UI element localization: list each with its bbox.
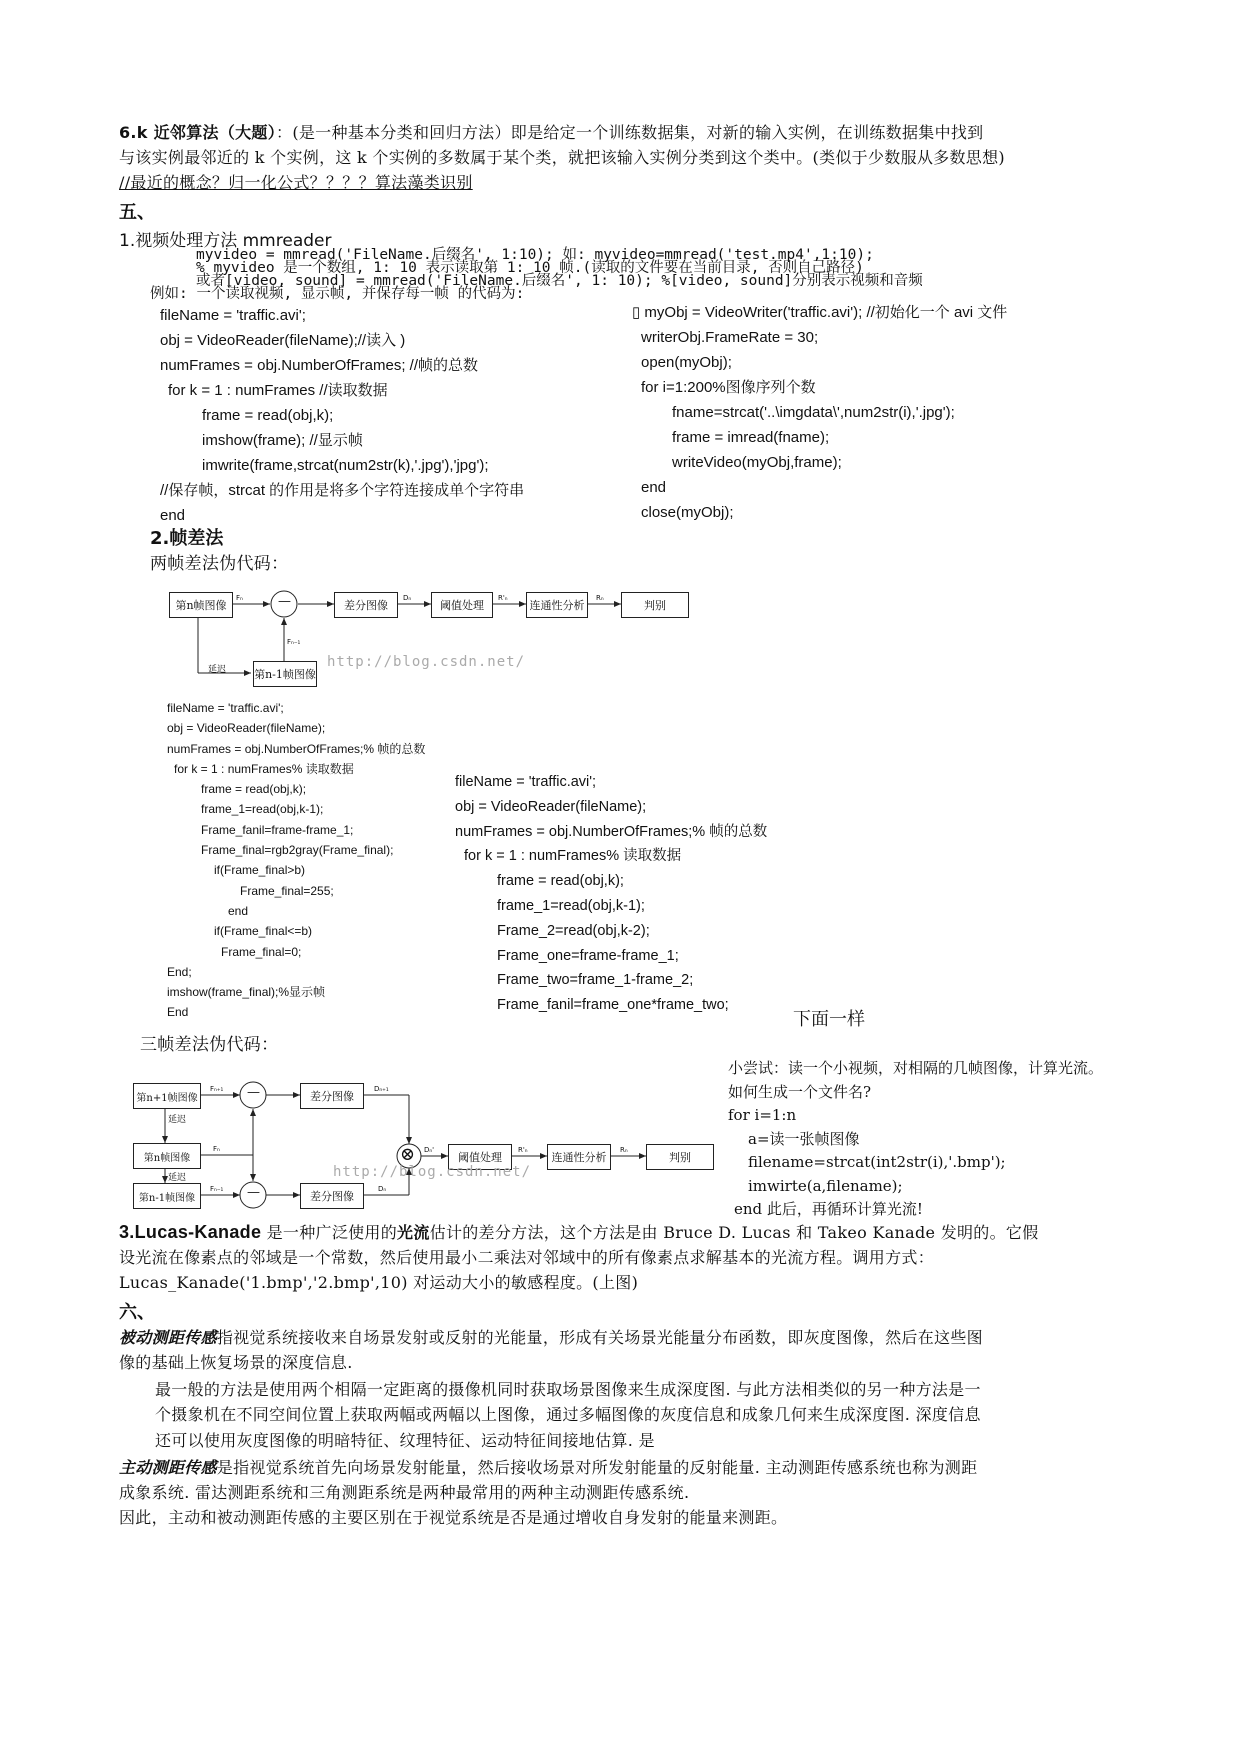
box-frame-n-1: 第n-1帧图像	[253, 661, 317, 687]
label-dn-prime: Dₙ'	[424, 1146, 435, 1154]
box-connectivity-2: 连通性分析	[547, 1144, 611, 1170]
box-diff-lower: 差分图像	[300, 1183, 364, 1209]
label-rn-prime-2: R'ₙ	[518, 1146, 528, 1154]
mmread-line-2: % myvideo 是一个数组, 1: 10 表示读取第 1: 10 帧.(读取的文件要在当前目录, 否则自己路径)	[196, 260, 864, 276]
two-frame-label: 两帧差法伪代码：	[150, 554, 289, 574]
label-delay-2: 延迟	[168, 1173, 187, 1183]
label-delay-1: 延迟	[168, 1115, 187, 1125]
watermark-1: http://blog.csdn.net/	[327, 654, 526, 670]
general-line-2: 个摄象机在不同空间位置上获取两幅或两幅以上图像，通过多幅图像的灰度信息和成象几何来生成深度图. 深度信息	[155, 1405, 981, 1424]
note-same-below: 下面一样	[793, 1009, 865, 1030]
lucas-line-2: 设光流在像素点的邻域是一个常数，然后使用最小二乘法对邻域中的所有像素点求解基本的光流方程。调用方式：	[119, 1248, 935, 1267]
label-rn-2: Rₙ	[620, 1146, 628, 1154]
knn-line-2: 与该实例最邻近的 k 个实例，这 k 个实例的多数属于某个类，就把该输入实例分类到这个类中。(类似于少数服从多数思想)	[119, 148, 1005, 167]
label-fn-minus-1: Fₙ₋₁	[210, 1185, 224, 1193]
box-judge: 判别	[621, 592, 689, 618]
box-threshold-2: 阈值处理	[448, 1144, 512, 1170]
box-threshold: 阈值处理	[431, 592, 493, 618]
try-note: 小尝试：读一个小视频，对相隔的几帧图像，计算光流。 如何生成一个文件名? for i=1:n a=读一张帧图像 filename=strcat(int2str(i),'.bmp'); imwirte(a,filename); end 此后，再循环计算光流!	[728, 1059, 1104, 1218]
multiply-sign: ⊗	[400, 1144, 416, 1165]
label-rn-prime: R'ₙ	[498, 594, 508, 602]
minus-sign: —	[278, 594, 291, 609]
active-title: 主动测距传感	[119, 1458, 217, 1477]
mmread-line-1: myvideo = mmread('FileName.后缀名', 1:10); 如: myvideo=mmread('test.mp4',1:10);	[196, 247, 874, 263]
code-right: ▯ myObj = VideoWriter('traffic.avi'); //初始化一个 avi 文件 writerObj.FrameRate = 30; open(myObj); for i=1:200%图像序列个数 fname=strcat('..\imgdata\',num2str(i),'.jpg'); frame = imread(fname); writeVideo(myObj,frame); end close(myObj);	[632, 304, 1008, 521]
label-fn: Fₙ	[236, 594, 243, 602]
knn-line-3: //最近的概念？归一化公式？？？？算法藻类识别	[119, 173, 473, 192]
box-diff: 差分图像	[334, 592, 398, 618]
active-line-1: 主动测距传感是指视觉系统首先向场景发射能量，然后接收场景对所发射能量的反射能量. 主动测距传感系统也称为测距	[119, 1458, 978, 1477]
knn-line-1: 6.k 近邻算法（大题）：(是一种基本分类和回归方法）即是给定一个训练数据集，对新的输入实例，在训练数据集中找到	[119, 123, 984, 142]
box-connectivity: 连通性分析	[526, 592, 588, 618]
code-two-frame: fileName = 'traffic.avi'; obj = VideoReader(fileName); numFrames = obj.NumberOfFrames;% 帧的总数 for k = 1 : numFrames% 读取数据 frame = read(obj,k); frame_1=read(obj,k-1); Frame_fanil=frame-frame_1; Frame_final=rgb2gray(Frame_final); if(Frame_final>b) Frame_final=255; end if(Frame_final<=b) Frame_final=0; End; imshow(frame_final);%显示帧 End	[167, 701, 426, 1020]
passive-line-1: 被动测距传感指视觉系统接收来自场景发射或反射的光能量，形成有关场景光能量分布函数，即灰度图像，然后在这些图	[119, 1328, 983, 1347]
box-frame-n: 第n帧图像	[169, 592, 233, 618]
lucas-title: 3.Lucas-Kanade	[119, 1222, 262, 1242]
three-frame-label: 三帧差法伪代码：	[140, 1035, 279, 1055]
general-line-3: 还可以使用灰度图像的明暗特征、纹理特征、运动特征间接地估算. 是	[155, 1431, 655, 1450]
active-line-2: 成象系统. 雷达测距系统和三角测距系统是两种最常用的两种主动测距传感系统.	[119, 1483, 690, 1502]
label-dn: Dₙ	[403, 594, 412, 602]
box-diff-upper: 差分图像	[300, 1083, 364, 1109]
label-dn-plus-1: Dₙ₊₁	[374, 1085, 389, 1093]
box-judge-2: 判别	[646, 1144, 714, 1170]
watermark-2: http://blog.csdn.net/	[333, 1164, 532, 1180]
passive-line-2: 像的基础上恢复场景的深度信息.	[119, 1353, 353, 1372]
lucas-line-3: Lucas_Kanade('1.bmp','2.bmp',10) 对运动大小的敏感程度。(上图)	[119, 1273, 639, 1292]
video-method-title: 1.视频处理方法 mmreader	[119, 231, 332, 251]
section-6-heading: 六、	[119, 1302, 155, 1323]
box-frame-n-2: 第n帧图像	[133, 1143, 201, 1169]
minus-sign-3: —	[247, 1185, 260, 1200]
label-dn-2: Dₙ	[378, 1185, 387, 1193]
section-5-heading: 五、	[119, 202, 155, 223]
label-fn-plus-1: Fₙ₊₁	[210, 1085, 224, 1093]
knn-title: 6.k 近邻算法（大题）	[119, 123, 277, 142]
passive-title: 被动测距传感	[119, 1328, 217, 1347]
frame-diff-title: 2.帧差法	[150, 528, 224, 549]
mmread-line-3: 或者[video, sound] = mmread('FileName.后缀名', 1: 10); %[video, sound]分别表示视频和音频	[196, 273, 923, 289]
general-line-1: 最一般的方法是使用两个相隔一定距离的摄像机同时获取场景图像来生成深度图. 与此方法相类似的另一种方法是一	[155, 1380, 981, 1399]
conclusion: 因此，主动和被动测距传感的主要区别在于视觉系统是否是通过增收自身发射的能量来测距。	[119, 1508, 788, 1527]
label-delay: 延迟	[208, 665, 227, 675]
lucas-line-1: 3.Lucas-Kanade 是一种广泛使用的光流估计的差分方法，这个方法是由 Bruce D. Lucas 和 Takeo Kanade 发明的。它假	[119, 1222, 1039, 1242]
box-frame-n-plus-1: 第n+1帧图像	[133, 1083, 201, 1109]
minus-sign-2: —	[247, 1085, 260, 1100]
label-fn1: Fₙ₋₁	[287, 638, 301, 646]
mmread-line-4: 例如: 一个读取视频, 显示帧, 并保存每一帧 的代码为:	[150, 286, 525, 302]
code-three-frame: fileName = 'traffic.avi'; obj = VideoReader(fileName); numFrames = obj.NumberOfFrames;% 帧的总数 for k = 1 : numFrames% 读取数据 frame = read(obj,k); frame_1=read(obj,k-1); Frame_2=read(obj,k-2); Frame_one=frame-frame_1; Frame_two=frame_1-frame_2; Frame_fanil=frame_one*frame_two;	[455, 774, 768, 1014]
code-left: fileName = 'traffic.avi'; obj = VideoReader(fileName);//读入 ) numFrames = obj.NumberOfFrames; //帧的总数 for k = 1 : numFrames //读取数据 frame = read(obj,k); imshow(frame); //显示帧 imwrite(frame,strcat(num2str(k),'.jpg'),'jpg'); //保存帧，strcat 的作用是将多个字符连接成单个字符串 end	[160, 307, 525, 524]
label-fn-2: Fₙ	[213, 1145, 220, 1153]
box-frame-n-minus-1: 第n-1帧图像	[133, 1183, 201, 1209]
label-rn: Rₙ	[596, 594, 604, 602]
